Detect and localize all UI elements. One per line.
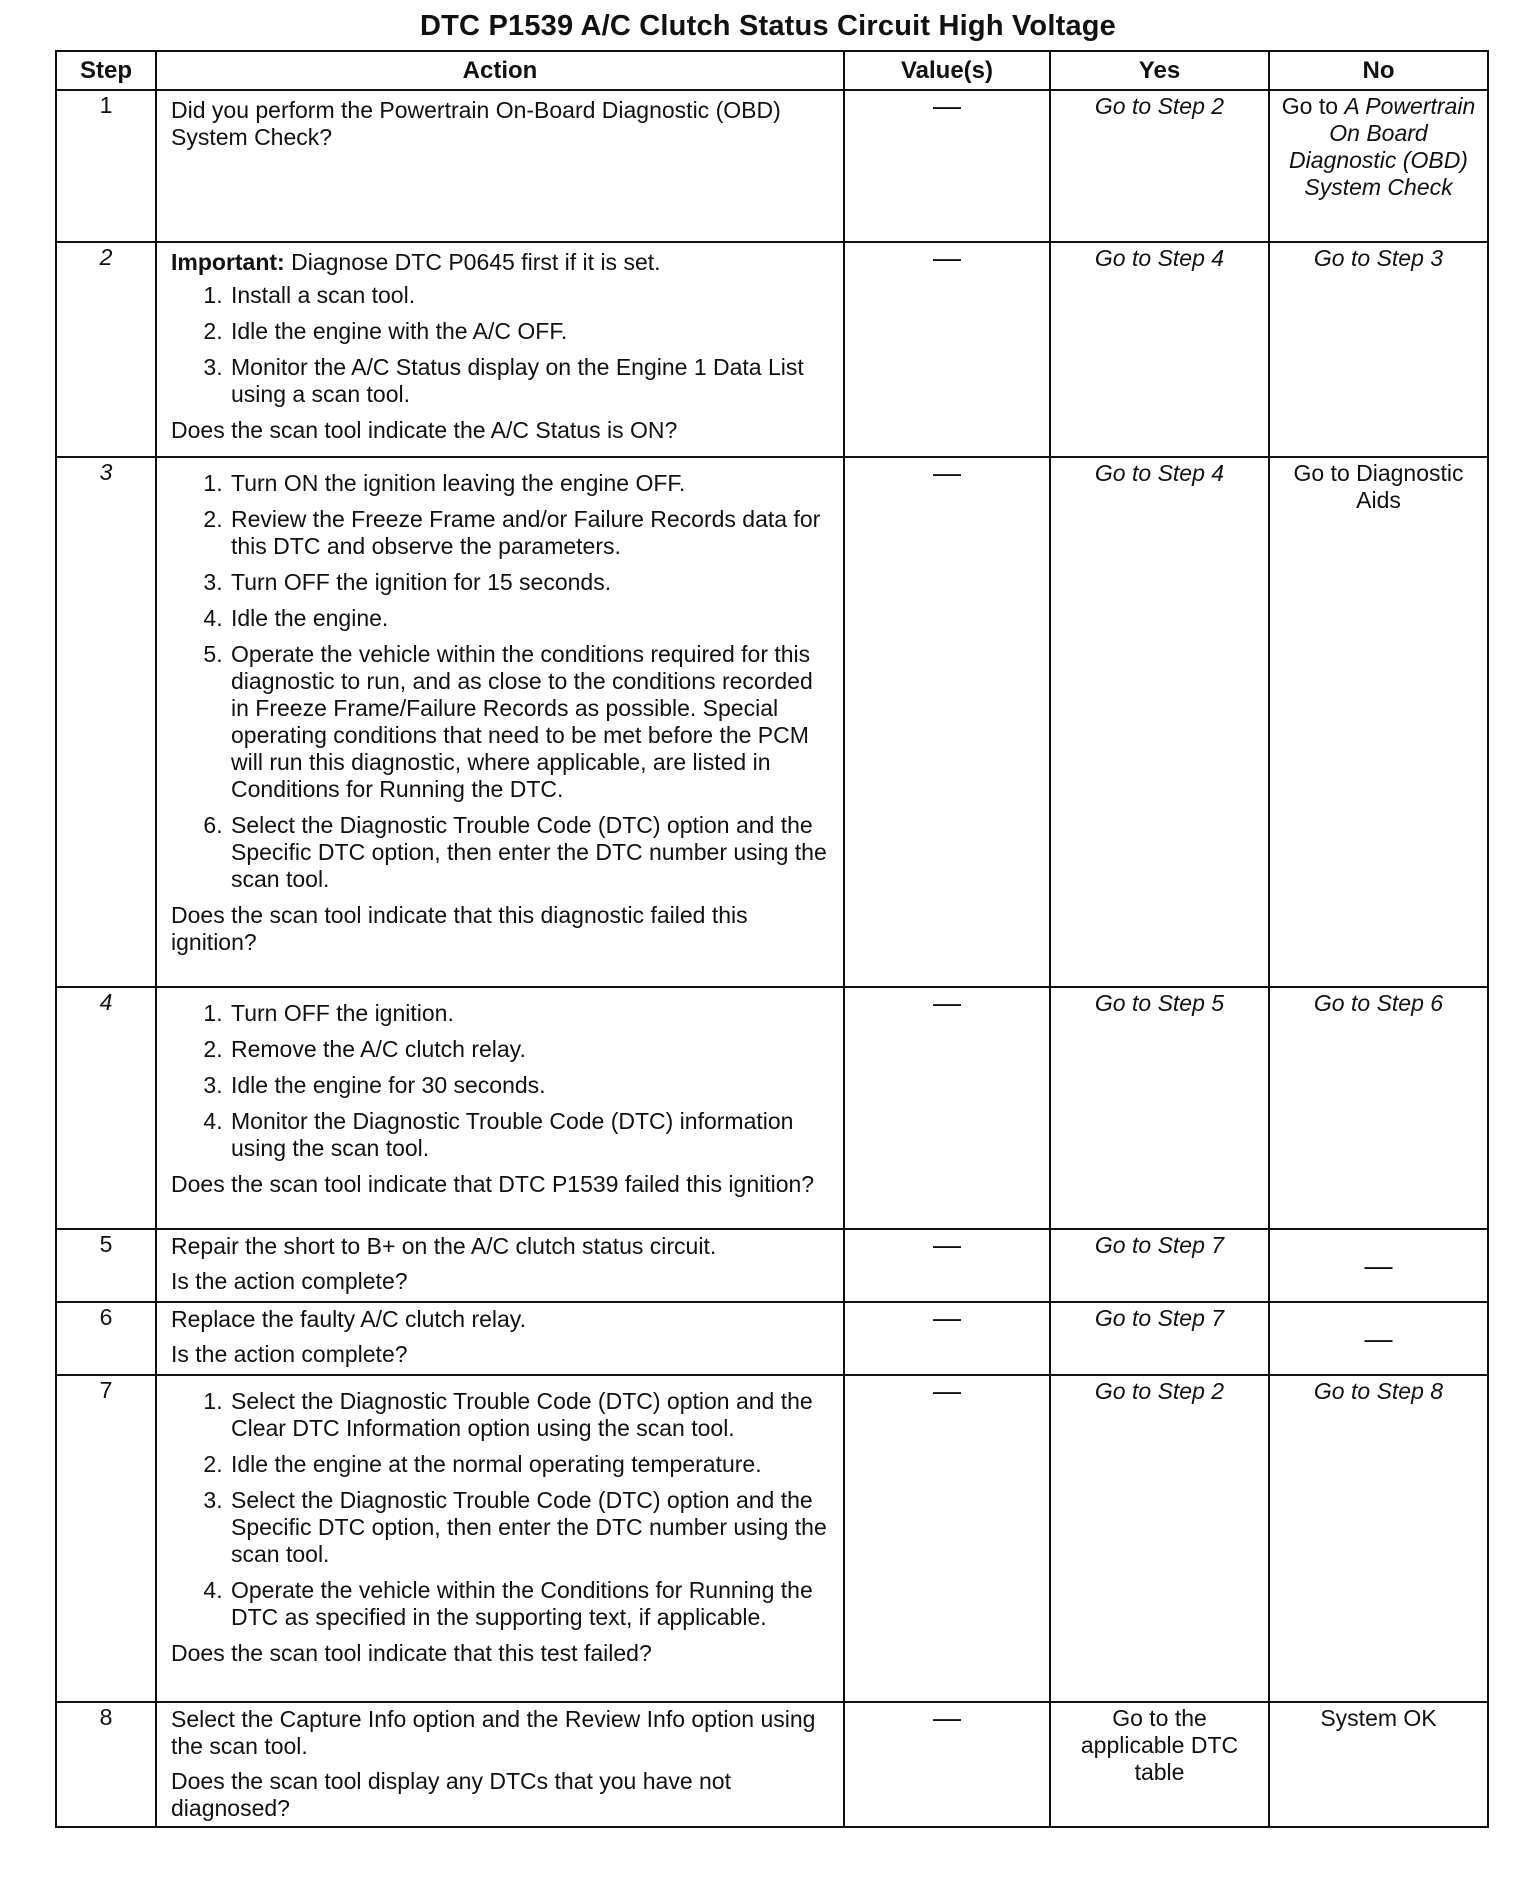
table-row-step-8 (56, 1702, 1488, 1827)
step-value: — (844, 1229, 1050, 1302)
no-result: Go to Step 8 (1269, 1375, 1488, 1702)
list-item: 6. Select the Diagnostic Trouble Code (DTC) option and the Specific DTC option, then enter the DTC number using the scan tool. (229, 812, 829, 893)
table-row-step-1 (56, 90, 1488, 242)
header-values: Value(s) (844, 51, 1050, 90)
step-number: 6 (56, 1302, 156, 1375)
yes-result: Go to the applicable DTC table (1050, 1702, 1269, 1827)
step-number: 7 (56, 1375, 156, 1702)
yes-result: Go to Step 2 (1050, 1375, 1269, 1702)
step-value: — (844, 987, 1050, 1229)
action-question: Does the scan tool indicate that DTC P1539 failed this ignition? (171, 1171, 815, 1197)
list-item: 2. Idle the engine with the A/C OFF. (229, 318, 829, 345)
step-action (156, 1229, 844, 1302)
no-result: Go to Diagnostic Aids (1269, 457, 1488, 987)
table-header-row (56, 51, 1488, 90)
step-action (156, 1302, 844, 1375)
step-value: — (844, 1375, 1050, 1702)
list-item: 3. Monitor the A/C Status display on the Engine 1 Data List using a scan tool. (229, 354, 829, 408)
list-item: 1. Turn OFF the ignition. (229, 1000, 829, 1027)
action-question: Does the scan tool indicate that this test failed? (171, 1640, 652, 1666)
no-result: Go to Step 6 (1269, 987, 1488, 1229)
step-number: 5 (56, 1229, 156, 1302)
step-number: 4 (56, 987, 156, 1229)
no-result (1269, 90, 1488, 242)
list-item: 4. Monitor the Diagnostic Trouble Code (DTC) information using the scan tool. (229, 1108, 829, 1162)
list-item: 2. Idle the engine at the normal operating temperature. (229, 1451, 829, 1478)
list-item: 5. Operate the vehicle within the conditions required for this diagnostic to run, and as close to the conditions recorded in Freeze Frame/Failure Records as possible. Special operating conditions that need to be met before the PCM will run this diagnostic, where applicable, are listed in Conditions for Running the DTC. (229, 641, 829, 803)
step-number: 1 (56, 90, 156, 242)
action-question: Does the scan tool indicate that this diagnostic failed this ignition? (171, 902, 748, 955)
header-no: No (1269, 51, 1488, 90)
step-action (156, 457, 844, 987)
list-item: 3. Turn OFF the ignition for 15 seconds. (229, 569, 829, 596)
list-item: 2. Review the Freeze Frame and/or Failure Records data for this DTC and observe the parameters. (229, 506, 829, 560)
yes-result: Go to Step 5 (1050, 987, 1269, 1229)
list-item: 1. Install a scan tool. (229, 282, 829, 309)
table-row-step-3 (56, 457, 1488, 987)
list-item: 4. Operate the vehicle within the Conditions for Running the DTC as specified in the supporting text, if applicable. (229, 1577, 829, 1631)
step-value: — (844, 1702, 1050, 1827)
action-text: Select the Capture Info option and the Review Info option using the scan tool. (171, 1706, 816, 1759)
action-text: Did you perform the Powertrain On-Board Diagnostic (OBD) System Check? (171, 97, 781, 150)
action-question: Is the action complete? (171, 1341, 408, 1367)
step-value: — (844, 1302, 1050, 1375)
list-item: 2. Remove the A/C clutch relay. (229, 1036, 829, 1063)
yes-result: Go to Step 2 (1050, 90, 1269, 242)
no-result: Go to Step 3 (1269, 242, 1488, 457)
table-row-step-6 (56, 1302, 1488, 1375)
list-item: 1. Select the Diagnostic Trouble Code (DTC) option and the Clear DTC Information option using the scan tool. (229, 1388, 829, 1442)
step-value: — (844, 457, 1050, 987)
header-yes: Yes (1050, 51, 1269, 90)
yes-result: Go to Step 4 (1050, 457, 1269, 987)
yes-result: Go to Step 7 (1050, 1229, 1269, 1302)
action-question: Does the scan tool display any DTCs that you have not diagnosed? (171, 1768, 731, 1821)
important-text: Diagnose DTC P0645 first if it is set. (284, 249, 661, 275)
action-steps (171, 1388, 829, 1631)
page-title: DTC P1539 A/C Clutch Status Circuit High Voltage (419, 10, 1117, 42)
table-row-step-4 (56, 987, 1488, 1229)
header-step: Step (56, 51, 156, 90)
action-text: Replace the faulty A/C clutch relay. (171, 1306, 526, 1332)
action-steps (171, 282, 829, 408)
action-text: Repair the short to B+ on the A/C clutch status circuit. (171, 1233, 717, 1259)
step-number: 8 (56, 1702, 156, 1827)
step-action (156, 987, 844, 1229)
step-value: — (844, 90, 1050, 242)
table-row-step-7 (56, 1375, 1488, 1702)
action-steps (171, 1000, 829, 1162)
action-steps (171, 470, 829, 893)
list-item: 3. Idle the engine for 30 seconds. (229, 1072, 829, 1099)
step-number: 2 (56, 242, 156, 457)
step-number: 3 (56, 457, 156, 987)
table-row-step-5 (56, 1229, 1488, 1302)
diagnostic-table (55, 50, 1489, 1828)
table-row-step-2 (56, 242, 1488, 457)
no-result: — (1269, 1302, 1488, 1375)
step-value: — (844, 242, 1050, 457)
step-action (156, 242, 844, 457)
no-result: System OK (1269, 1702, 1488, 1827)
no-result: — (1269, 1229, 1488, 1302)
no-result-link: A Powertrain On Board Diagnostic (OBD) System Check (1289, 93, 1476, 200)
header-action: Action (156, 51, 844, 90)
step-action (156, 1375, 844, 1702)
yes-result: Go to Step 7 (1050, 1302, 1269, 1375)
no-result-prefix: Go to (1281, 93, 1339, 119)
step-action (156, 1702, 844, 1827)
step-action (156, 90, 844, 242)
list-item: 1. Turn ON the ignition leaving the engine OFF. (229, 470, 829, 497)
yes-result: Go to Step 4 (1050, 242, 1269, 457)
action-question: Does the scan tool indicate the A/C Status is ON? (171, 417, 678, 443)
important-label: Important: (171, 249, 285, 275)
list-item: 4. Idle the engine. (229, 605, 829, 632)
list-item: 3. Select the Diagnostic Trouble Code (DTC) option and the Specific DTC option, then enter the DTC number using the scan tool. (229, 1487, 829, 1568)
action-question: Is the action complete? (171, 1268, 408, 1294)
